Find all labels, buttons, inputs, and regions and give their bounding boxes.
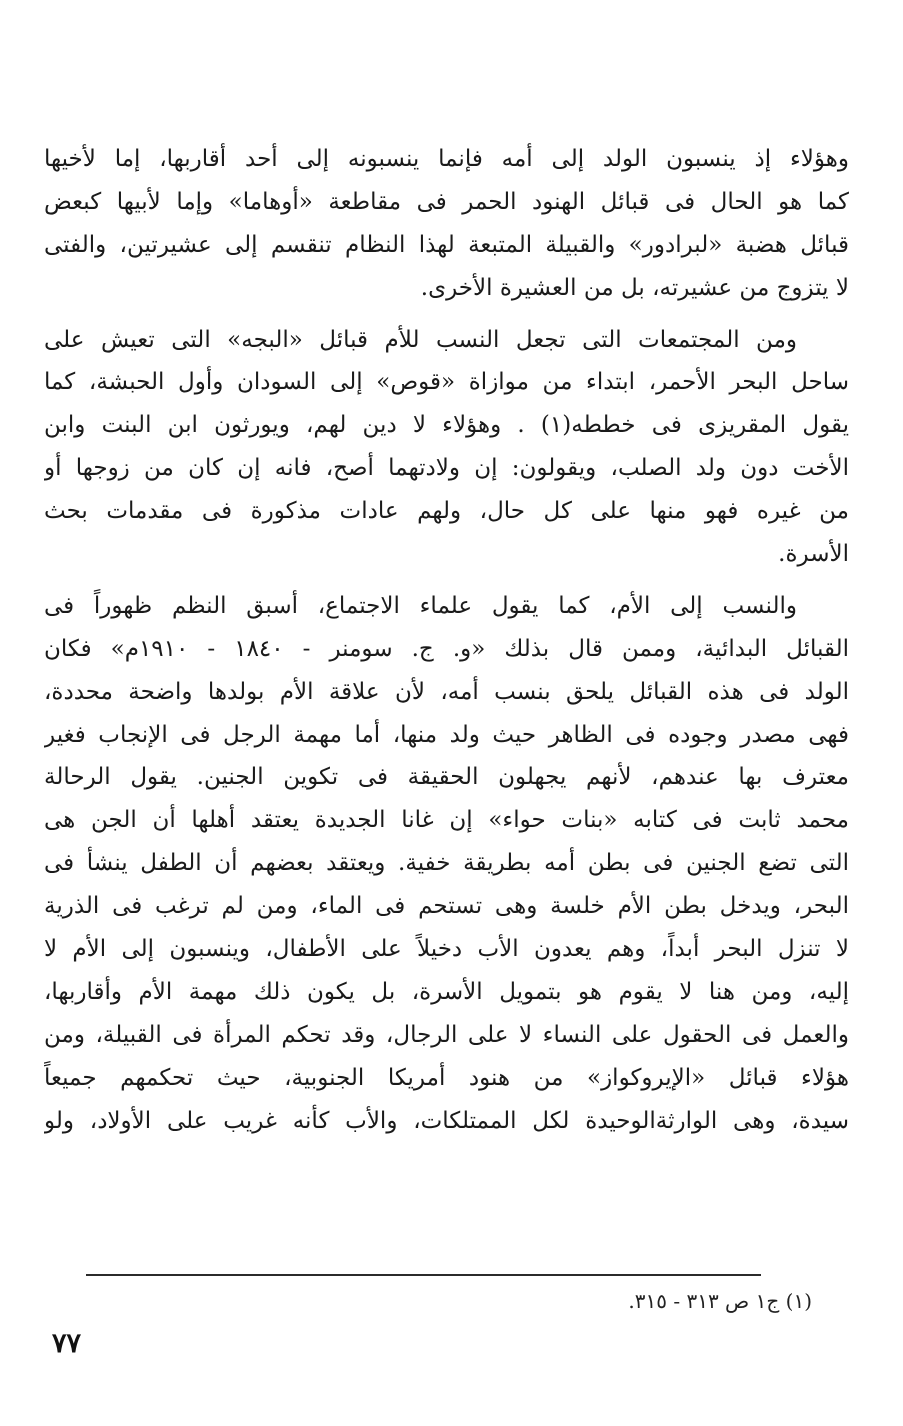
text-line: الأخت دون ولد الصلب، ويقولون: إن ولادتهما أصح، فانه إن كان من زوجها أو xyxy=(44,455,849,482)
text-line: يقول المقريزى فى خططه(١) . وهؤلاء لا دين لهم، ويورثون ابن البنت وابن xyxy=(44,412,849,439)
text-line: ساحل البحر الأحمر، ابتداء من موازاة «قوص» إلى السودان وأول الحبشة، كما xyxy=(44,369,849,396)
text-line: والعمل فى الحقول على النساء لا على الرجال، وقد تحكم المرأة فى القبيلة، ومن xyxy=(44,1021,849,1048)
text-line: والنسب إلى الأم، كما يقول علماء الاجتماع، أسبق النظم ظهوراً فى xyxy=(44,592,797,619)
text-line: لا يتزوج من عشيرته، بل من العشيرة الأخرى. xyxy=(420,274,849,301)
footnote: (١) ج١ ص ٣١٣ - ٣١٥. xyxy=(628,1289,812,1313)
text-line: الأسرة. xyxy=(778,541,849,568)
text-line: من غيره فهو منها على كل حال، ولهم عادات مذكورة فى مقدمات بحث xyxy=(44,498,849,525)
text-line: محمد ثابت فى كتابه «بنات حواء» إن غانا الجديدة يعتقد أهلها أن الجن هى xyxy=(44,807,849,834)
text-line: البحر، ويدخل بطن الأم خلسة وهى تستحم فى الماء، ومن لم ترغب فى الذرية xyxy=(44,893,849,920)
text-line: الولد فى هذه القبائل يلحق بنسب أمه، لأن علاقة الأم بولدها واضحة محددة، xyxy=(44,678,849,705)
text-line: سيدة، وهى الوارثةالوحيدة لكل الممتلكات، والأب كأنه غريب على الأولاد، ولو xyxy=(44,1107,849,1134)
text-line: معترف بها عندهم، لأنهم يجهلون الحقيقة فى تكوين الجنين. يقول الرحالة xyxy=(44,764,849,791)
page-body xyxy=(44,138,849,1378)
text-line: فهى مصدر وجوده فى الظاهر حيث ولد منها، أما مهمة الرجل فى الإنجاب فغير xyxy=(44,721,849,748)
page-number: ٧٧ xyxy=(52,1328,82,1359)
text-line: هؤلاء قبائل «الإيروكواز» من هنود أمريكا الجنوبية، حيث تحكمهم جميعاً xyxy=(44,1064,849,1091)
text-line: التى تضع الجنين فى بطن أمه بطريقة خفية. ويعتقد بعضهم أن الطفل ينشأ فى xyxy=(44,850,849,877)
text-line: وهؤلاء إذ ينسبون الولد إلى أمه فإنما ينسبونه إلى أحد أقاربها، إما لأخيها xyxy=(44,146,849,172)
text-line: القبائل البدائية، وممن قال بذلك «و. ج. سومنر - ١٨٤٠ - ١٩١٠م» فكان xyxy=(44,635,849,662)
text-line: كما هو الحال فى قبائل الهنود الحمر فى مقاطعة «أوهاما» وإما لأبيها كبعض xyxy=(44,188,849,215)
footnote-divider xyxy=(86,1274,761,1276)
paragraph-1 xyxy=(44,138,849,310)
paragraph-3 xyxy=(44,585,849,1143)
text-line: لا تنزل البحر أبداً، وهم يعدون الأب دخيلاً على الأطفال، وينسبون إلى الأم لا xyxy=(44,936,849,963)
paragraph-2 xyxy=(44,319,849,576)
text-line: قبائل هضبة «لبرادور» والقبيلة المتبعة لهذا النظام تنقسم إلى عشيرتين، والفتى xyxy=(44,231,849,258)
text-line: ومن المجتمعات التى تجعل النسب للأم قبائل «البجه» التى تعيش على xyxy=(44,326,797,353)
text-line: إليه، ومن هنا لا يقوم هو بتمويل الأسرة، بل يكون ذلك مهمة الأم وأقاربها، xyxy=(44,978,849,1005)
